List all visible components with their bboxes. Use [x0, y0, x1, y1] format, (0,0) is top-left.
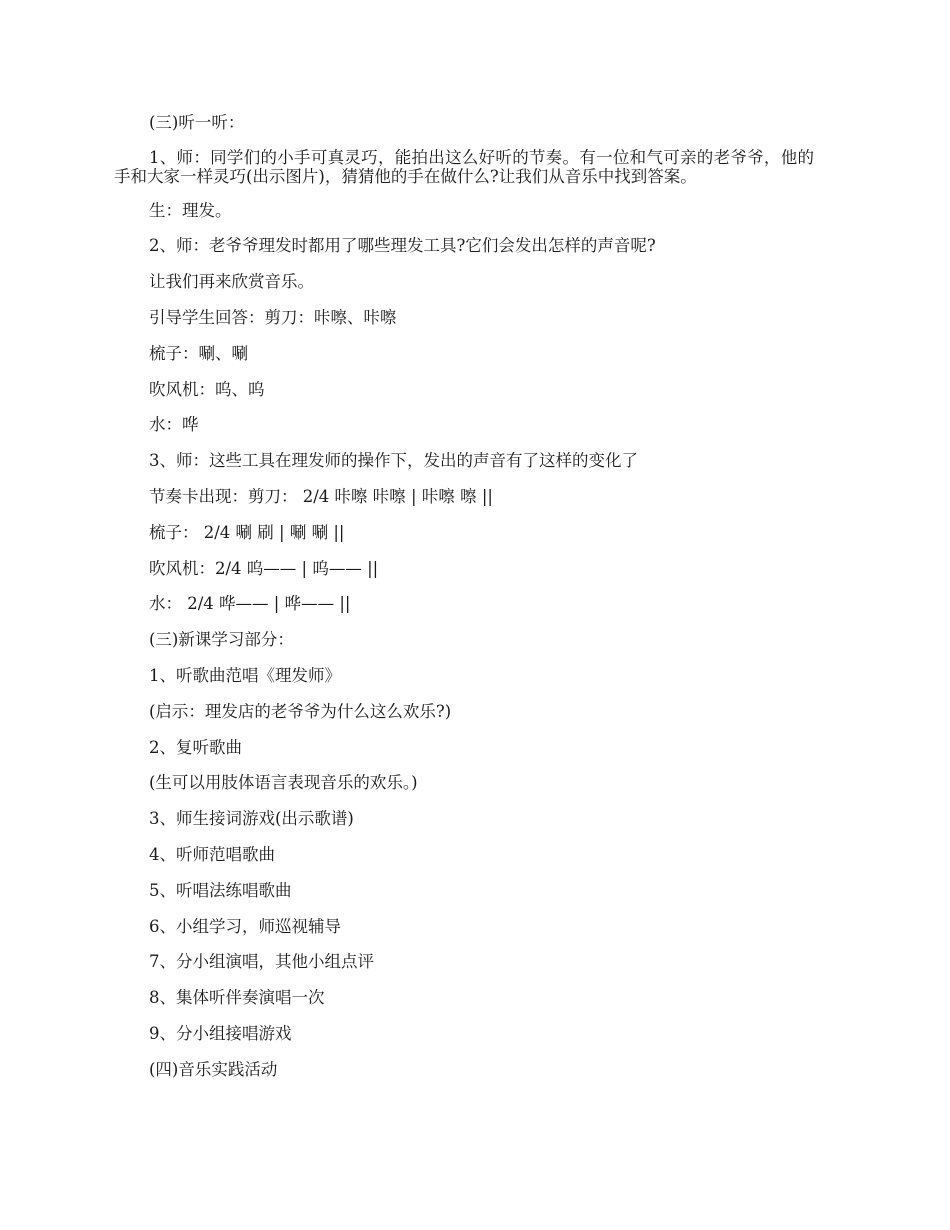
list-item-6: 6、小组学习，师巡视辅导: [149, 916, 341, 936]
list-item-4: 4、听师范唱歌曲: [149, 844, 275, 864]
document-body: [114, 112, 814, 1095]
section-heading-listen: (三)听一听：: [149, 113, 245, 132]
rhythm-card-comb: 梳子： 2/4 唰 刷 | 唰 唰 ||: [149, 522, 345, 542]
paragraph-comb: 梳子：唰、唰: [149, 343, 248, 363]
list-item-2: 2、复听歌曲: [149, 737, 242, 757]
paragraph-water: 水：哗: [149, 415, 199, 435]
paragraph-teacher-intro: 1、师：同学们的小手可真灵巧，能拍出这么好听的节奏。有一位和气可亲的老爷爷，他的手和大家一样灵巧(出示图片)，猜猜他的手在做什么?让我们从音乐中找到答案。: [114, 147, 814, 186]
paragraph-student-answer: 生：理发。: [149, 200, 232, 220]
paragraph-teacher-change: 3、师：这些工具在理发师的操作下，发出的声音有了这样的变化了: [149, 451, 638, 471]
list-note-1: (启示：理发店的老爷爷为什么这么欢乐?): [149, 701, 452, 721]
list-item-5: 5、听唱法练唱歌曲: [149, 880, 292, 900]
rhythm-card-water: 水： 2/4 哗—— | 哗—— ||: [149, 594, 351, 614]
rhythm-card-hairdryer: 吹风机：2/4 呜—— | 呜—— ||: [149, 558, 379, 578]
list-note-2: (生可以用肢体语言表现音乐的欢乐。): [149, 773, 418, 793]
section-heading-new-lesson: (三)新课学习部分：: [149, 630, 294, 650]
paragraph-scissors: 引导学生回答：剪刀：咔嚓、咔嚓: [149, 307, 397, 327]
list-item-9: 9、分小组接唱游戏: [149, 1023, 292, 1043]
section-heading-practice: (四)音乐实践活动: [149, 1059, 278, 1079]
list-item-3: 3、师生接词游戏(出示歌谱): [149, 809, 354, 829]
list-item-7: 7、分小组演唱，其他小组点评: [149, 952, 374, 972]
paragraph-listen-again: 让我们再来欣赏音乐。: [149, 272, 314, 292]
paragraph-teacher-question: 2、师：老爷爷理发时都用了哪些理发工具?它们会发出怎样的声音呢?: [149, 236, 656, 256]
list-item-1: 1、听歌曲范唱《理发师》: [149, 665, 341, 685]
rhythm-card-scissors: 节奏卡出现：剪刀： 2/4 咔嚓 咔嚓 | 咔嚓 嚓 ||: [149, 486, 493, 506]
paragraph-hairdryer: 吹风机：呜、呜: [149, 379, 265, 399]
list-item-8: 8、集体听伴奏演唱一次: [149, 988, 325, 1008]
